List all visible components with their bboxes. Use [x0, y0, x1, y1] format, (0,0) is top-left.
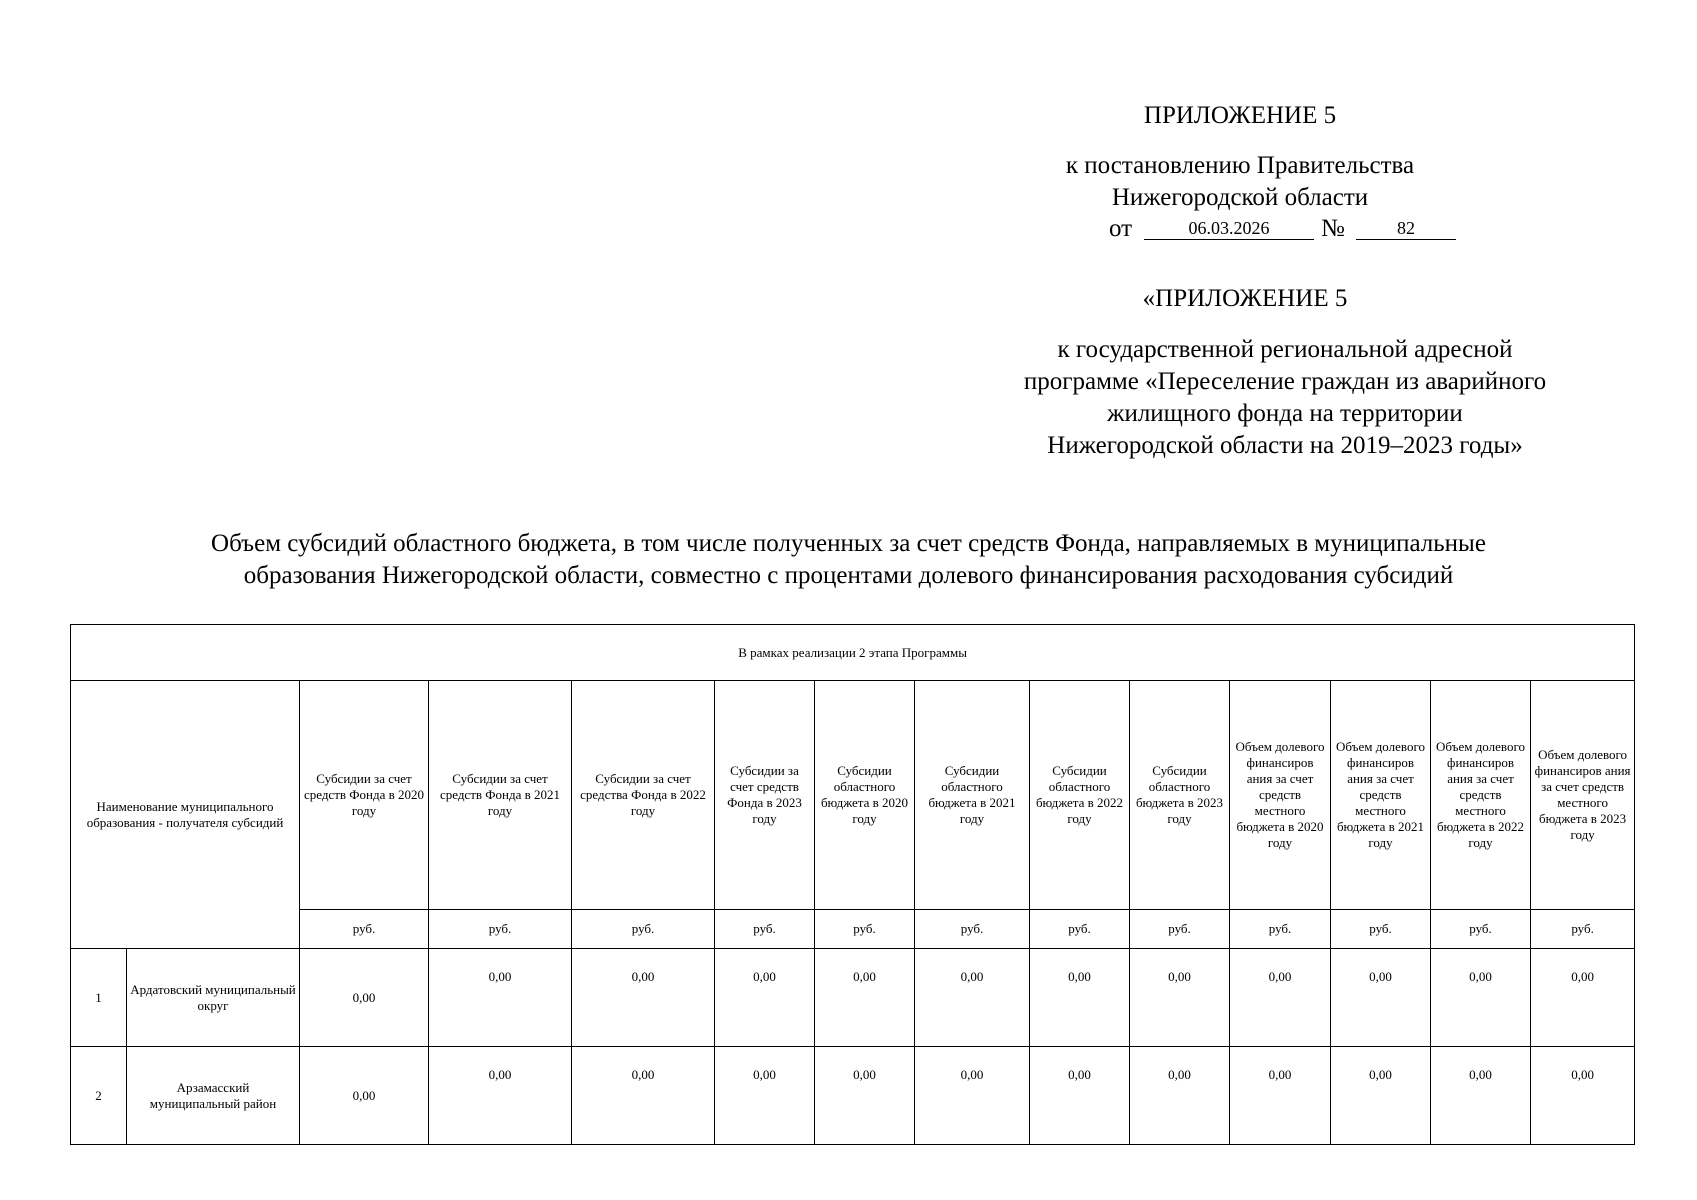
program-line: жилищного фонда на территории	[1107, 400, 1463, 427]
column-header: Объем долевого финансиров ания за счет средств местного бюджета в 2020 году	[1230, 681, 1331, 910]
program-line: Нижегородской области на 2019–2023 годы»	[1047, 432, 1523, 459]
value-cell: 0,00	[1230, 949, 1331, 1047]
table-caption: В рамках реализации 2 этапа Программы	[71, 625, 1635, 681]
number-field	[1356, 217, 1456, 240]
unit-label: руб.	[715, 910, 815, 949]
table-header-row	[71, 681, 1635, 910]
column-header: Объем долевого финансиров ания за счет средств местного бюджета в 2021 году	[1331, 681, 1431, 910]
title-line: образования Нижегородской области, совместно с процентами долевого финансирования расходования субсидий	[243, 562, 1454, 589]
column-header: Субсидии за счет средств Фонда в 2021 году	[429, 681, 572, 910]
program-line: программе «Переселение граждан из аварийного	[1023, 368, 1547, 395]
column-header: Объем долевого финансиров ания за счет средств местного бюджета в 2023 году	[1531, 681, 1635, 910]
title-line: Объем субсидий областного бюджета, в том числе полученных за счет средств Фонда, направляемых в муниципальные	[211, 530, 1486, 557]
value-cell: 0,00	[815, 949, 915, 1047]
column-header: Субсидии областного бюджета в 2020 году	[815, 681, 915, 910]
value-cell: 0,00	[1130, 1047, 1230, 1145]
resolution-reference	[985, 150, 1495, 214]
column-header: Субсидии за счет средств Фонда в 2020 году	[300, 681, 429, 910]
row-number: 1	[71, 949, 127, 1047]
value-cell: 0,00	[429, 1047, 572, 1145]
unit-label: руб.	[1130, 910, 1230, 949]
municipality-name: Ардатовский муниципальный округ	[127, 949, 300, 1047]
table-caption-row	[71, 625, 1635, 681]
column-header: Субсидии областного бюджета в 2021 году	[915, 681, 1030, 910]
subsidy-table	[70, 624, 1635, 1145]
value-cell: 0,00	[1230, 1047, 1331, 1145]
unit-label: руб.	[1331, 910, 1431, 949]
unit-label: руб.	[815, 910, 915, 949]
value-cell: 0,00	[1030, 949, 1130, 1047]
municipality-name: Арзамасский муниципальный район	[127, 1047, 300, 1145]
row-number: 2	[71, 1047, 127, 1145]
column-header: Субсидии областного бюджета в 2023 году	[1130, 681, 1230, 910]
unit-label: руб.	[1030, 910, 1130, 949]
table-row	[71, 949, 1635, 1047]
value-cell: 0,00	[1331, 949, 1431, 1047]
from-label: от	[1109, 215, 1133, 242]
program-line: к государственной региональной адресной	[1057, 336, 1513, 363]
column-header: Субсидии областного бюджета в 2022 году	[1030, 681, 1130, 910]
unit-label: руб.	[1230, 910, 1331, 949]
resolution-line: Нижегородской области	[1111, 184, 1369, 211]
program-reference	[955, 334, 1615, 462]
date-field	[1144, 217, 1314, 240]
value-cell: 0,00	[300, 1047, 429, 1145]
value-cell: 0,00	[1431, 1047, 1531, 1145]
value-cell: 0,00	[715, 949, 815, 1047]
appendix-heading	[1000, 100, 1480, 132]
unit-label: руб.	[915, 910, 1030, 949]
value-cell: 0,00	[1130, 949, 1230, 1047]
unit-label: руб.	[300, 910, 429, 949]
column-header: Объем долевого финансиров ания за счет средств местного бюджета в 2022 году	[1431, 681, 1531, 910]
number-sign: №	[1321, 215, 1345, 242]
value-cell: 0,00	[915, 1047, 1030, 1145]
units-row	[71, 910, 1635, 949]
column-header-municipality: Наименование муниципального образования - получателя субсидий	[71, 681, 300, 949]
table-row	[71, 1047, 1635, 1145]
value-cell: 0,00	[572, 1047, 715, 1145]
value-cell: 0,00	[1531, 1047, 1635, 1145]
number-value: 82	[1397, 218, 1415, 238]
date-value: 06.03.2026	[1188, 218, 1270, 238]
document-title	[100, 528, 1597, 592]
appendix-title: ПРИЛОЖЕНИЕ 5	[1143, 102, 1337, 129]
appendix-quoted-title: «ПРИЛОЖЕНИЕ 5	[1142, 285, 1348, 312]
column-header: Субсидии за счет средства Фонда в 2022 году	[572, 681, 715, 910]
value-cell: 0,00	[429, 949, 572, 1047]
unit-label: руб.	[1431, 910, 1531, 949]
value-cell: 0,00	[915, 949, 1030, 1047]
value-cell: 0,00	[1431, 949, 1531, 1047]
value-cell: 0,00	[1531, 949, 1635, 1047]
resolution-line: к постановлению Правительства	[1065, 152, 1415, 179]
appendix-quoted-heading	[1080, 283, 1410, 315]
unit-label: руб.	[429, 910, 572, 949]
value-cell: 0,00	[300, 949, 429, 1047]
value-cell: 0,00	[1030, 1047, 1130, 1145]
column-header: Субсидии за счет средств Фонда в 2023 году	[715, 681, 815, 910]
value-cell: 0,00	[815, 1047, 915, 1145]
value-cell: 0,00	[715, 1047, 815, 1145]
value-cell: 0,00	[572, 949, 715, 1047]
value-cell: 0,00	[1331, 1047, 1431, 1145]
unit-label: руб.	[1531, 910, 1635, 949]
unit-label: руб.	[572, 910, 715, 949]
